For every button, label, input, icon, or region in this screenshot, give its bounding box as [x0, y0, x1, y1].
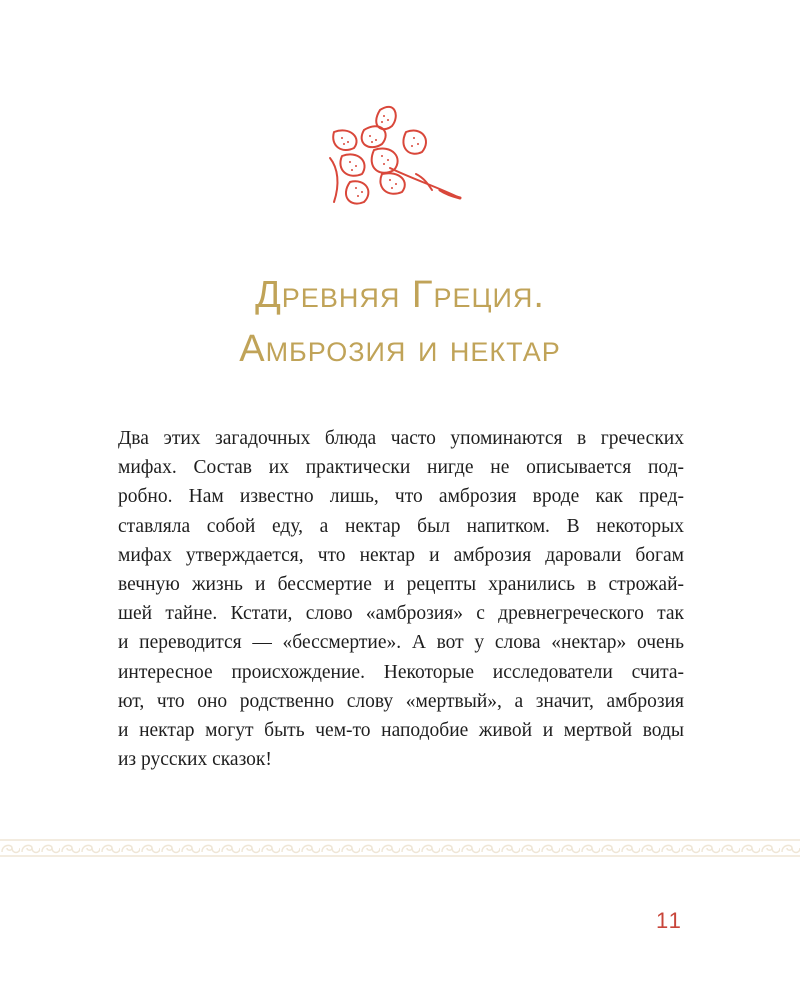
chapter-title-line-2: Амброзия и нектар	[239, 328, 561, 370]
body-line: ют, что оно родственно слову «мертвый», а значит, амброзия	[118, 690, 684, 712]
laurel-branch-icon	[320, 98, 470, 218]
body-line: из русских сказок!	[118, 749, 272, 771]
body-line: шей тайне. Кстати, слово «амброзия» с древнегреческого так	[118, 603, 684, 625]
body-line: вечную жизнь и бессмертие и рецепты хранились в строжай-	[118, 574, 684, 596]
body-line: мифах. Состав их практически нигде не описывается под-	[118, 457, 684, 479]
chapter-title-line-1: Древняя Греция.	[255, 274, 545, 316]
body-line: интересное происхождение. Некоторые исследователи счита-	[118, 661, 684, 683]
body-line: и переводится — «бессмертие». А вот у слова «нектар» очень	[118, 632, 684, 654]
body-line: и нектар могут быть чем-то наподобие живой и мертвой воды	[118, 720, 684, 742]
meander-border-icon	[0, 836, 800, 860]
body-line: робно. Нам известно лишь, что амброзия вроде как пред-	[118, 486, 684, 508]
body-line: ставляла собой еду, а нектар был напитком. В некоторых	[118, 515, 684, 537]
page-number: 11	[656, 908, 683, 933]
body-paragraph	[118, 424, 684, 774]
body-line: Два этих загадочных блюда часто упоминаются в греческих	[118, 428, 684, 449]
body-line: мифах утверждается, что нектар и амброзия даровали богам	[118, 544, 684, 566]
